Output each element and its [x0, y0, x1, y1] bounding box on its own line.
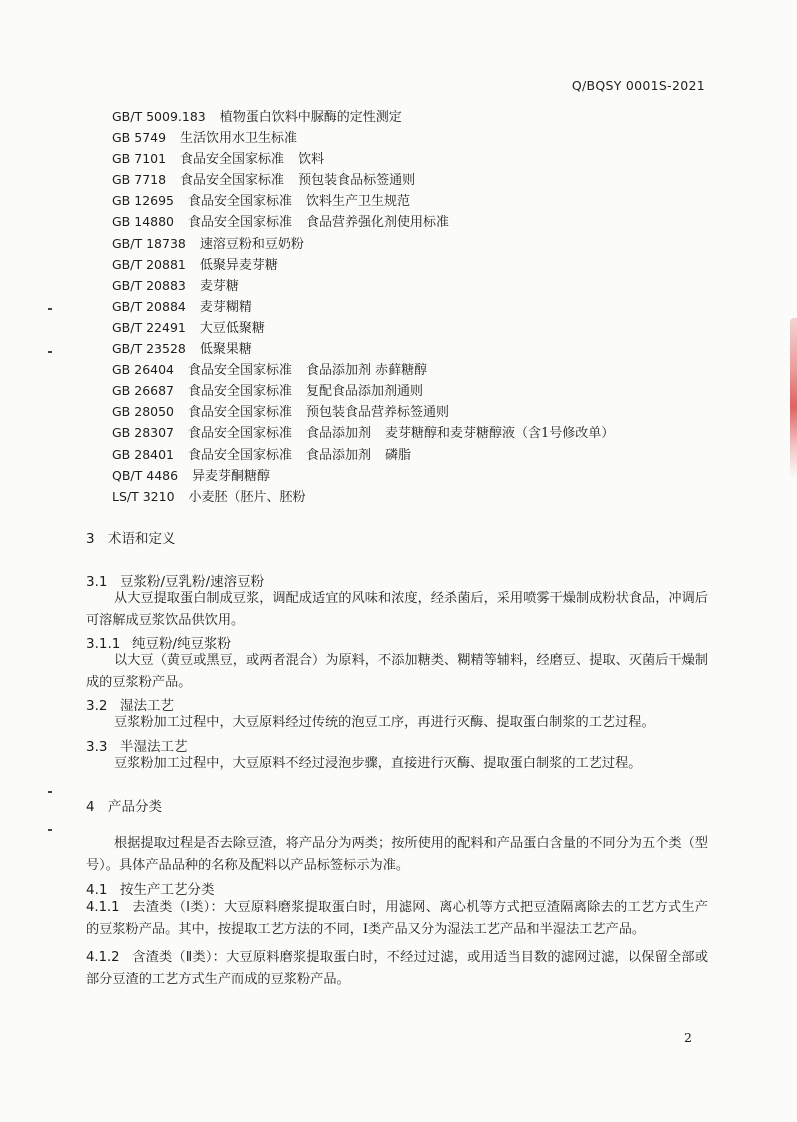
reference-title: [200, 279, 239, 294]
section-3-3-body: 豆浆粉加工过程中，大豆原料不经过浸泡步骤，直接进行灭酶、提取蛋白制浆的工艺过程。: [114, 756, 642, 771]
reference-code: GB/T 20884: [112, 298, 186, 314]
section-3-2-heading: 3.2 湿法工艺: [86, 698, 174, 714]
section-3-3-heading: 3.3 半湿法工艺: [86, 739, 188, 755]
reference-item: [112, 169, 614, 190]
scan-mark: [48, 829, 52, 831]
reference-item: [112, 359, 614, 380]
reference-title: [200, 237, 304, 252]
reference-title: [200, 300, 252, 315]
reference-title-part: 低聚果糖: [199, 342, 252, 358]
section-3-1-1-body: 以大豆（黄豆或黑豆，或两者混合）为原料，不添加糖类、糊精等辅料，经磨豆、提取、灭菌后干燥制成的豆浆粉产品。: [86, 653, 708, 690]
reference-item: [112, 317, 614, 338]
reference-title-part: 饮料生产卫生规范: [306, 194, 411, 210]
reference-item: [112, 486, 614, 507]
section-3-1-1-heading: 3.1.1 纯豆粉/纯豆浆粉: [86, 636, 232, 652]
section-4-heading: 4 产品分类: [86, 799, 162, 815]
reference-item: [112, 338, 614, 359]
reference-item: [112, 254, 614, 275]
reference-title-part: 低聚异麦芽糖: [199, 257, 278, 273]
reference-item: [112, 296, 614, 317]
reference-title: [180, 152, 324, 167]
reference-item: [112, 148, 614, 169]
seal-edge-stamp: [790, 318, 797, 478]
reference-title: [188, 363, 427, 378]
reference-title-part: 预包装食品营养标签通则: [306, 405, 450, 421]
reference-title: [180, 173, 415, 188]
reference-title: [188, 448, 411, 463]
reference-title-part: 食品营养强化剂使用标准: [306, 215, 450, 231]
reference-item: [112, 422, 614, 443]
section-3-heading: 3 术语和定义: [86, 531, 176, 547]
reference-item: [112, 106, 614, 127]
reference-title-part: 食品安全国家标准: [188, 384, 293, 400]
section-4-1-2-body: 大豆原料磨浆提取蛋白时，不经过过滤，或用适当目数的滤网过滤，以保留全部或部分豆渣的工艺方式生产而成的豆浆粉产品。: [86, 950, 709, 987]
section-3-2-body: 豆浆粉加工过程中，大豆原料经过传统的泡豆工序，再进行灭酶、提取蛋白制浆的工艺过程。: [114, 715, 655, 730]
section-4-1-1-body: 大豆原料磨浆提取蛋白时，用滤网、离心机等方式把豆渣隔离除去的工艺方式生产的豆浆粉产品。其中，按提取工艺方法的不同，Ⅰ类产品又分为湿法工艺产品和半湿法工艺产品。: [86, 900, 708, 937]
reference-code: GB 14880: [112, 214, 174, 230]
reference-code: GB 28401: [112, 446, 174, 462]
scan-mark: [48, 351, 52, 353]
reference-title-part: 异麦芽酮糖醇: [192, 468, 271, 484]
section-4-1-heading: 4.1 按生产工艺分类: [86, 882, 215, 898]
reference-title-part: 食品安全国家标准: [188, 215, 293, 231]
normative-references-list: [112, 106, 614, 507]
document-code: Q/BQSY 0001S-2021: [571, 78, 705, 93]
reference-code: GB 7718: [112, 172, 167, 188]
reference-title: [200, 258, 278, 273]
reference-title: [192, 469, 270, 484]
reference-title-part: 食品安全国家标准: [188, 405, 293, 421]
section-4-1-2-heading: 4.1.2 含渣类（Ⅱ类）：: [86, 950, 227, 965]
reference-item: [112, 233, 614, 254]
section-4-1-1-heading: 4.1.1 去渣类（Ⅰ类）：: [86, 900, 224, 915]
reference-code: QB/T 4486: [112, 467, 179, 483]
reference-title-part: 食品安全国家标准: [188, 447, 293, 463]
section-4-1-2-paragraph: [86, 947, 708, 991]
reference-item: [112, 275, 614, 296]
reference-item: [112, 380, 614, 401]
reference-title-part: 食品添加剂: [306, 447, 372, 463]
reference-item: [112, 190, 614, 211]
reference-code: GB 26687: [112, 383, 174, 399]
reference-title-part: 复配食品添加剂通则: [306, 384, 424, 400]
reference-title-part: 大豆低聚糖: [199, 320, 265, 336]
reference-code: GB/T 20883: [112, 277, 186, 293]
reference-code: GB 12695: [112, 193, 174, 209]
reference-title-part: 小麦胚（胚片、胚粉: [188, 489, 306, 505]
reference-title: [180, 131, 297, 146]
reference-title-part: 麦芽糖: [199, 278, 239, 294]
reference-code: GB/T 20881: [112, 256, 186, 272]
reference-title: [188, 384, 423, 399]
reference-code: GB/T 23528: [112, 341, 186, 357]
reference-code: GB/T 5009.183: [112, 109, 206, 124]
reference-title: [188, 426, 614, 441]
reference-code: GB 28307: [112, 425, 174, 441]
reference-title: [220, 110, 402, 125]
reference-code: GB 7101: [112, 151, 167, 167]
reference-title-part: 食品安全国家标准: [180, 173, 285, 189]
reference-title-part: 预包装食品标签通则: [298, 173, 416, 189]
reference-item: [112, 444, 614, 465]
reference-code: GB 26404: [112, 362, 174, 378]
reference-item: [112, 401, 614, 422]
reference-title-part: 食品安全国家标准: [188, 194, 293, 210]
reference-title: [188, 405, 449, 420]
reference-code: GB/T 22491: [112, 319, 186, 335]
section-3-1-body: 从大豆提取蛋白制成豆浆，调配成适宜的风味和浓度，经杀菌后，采用喷雾干燥制成粉状食品，冲调后可溶解成豆浆饮品供饮用。: [86, 591, 708, 628]
section-4-1-1-paragraph: [86, 897, 708, 941]
reference-title-part: 食品添加剂: [306, 426, 372, 442]
reference-title-part: 食品安全国家标准: [180, 152, 285, 168]
reference-title: [188, 215, 449, 230]
reference-title: [200, 342, 252, 357]
reference-code: LS/T 3210: [112, 488, 175, 504]
reference-code: GB/T 18738: [112, 235, 186, 251]
reference-item: [112, 211, 614, 232]
reference-title-part: 饮料: [298, 152, 325, 168]
reference-title-part: 麦芽糊精: [199, 299, 252, 315]
scan-mark: [48, 791, 52, 793]
reference-title-part: 麦芽糖醇和麦芽糖醇液（含1号修改单）: [385, 426, 615, 442]
reference-title: [188, 194, 410, 209]
reference-item: [112, 127, 614, 148]
reference-title-part: 食品安全国家标准: [188, 426, 293, 442]
reference-title-part: 磷脂: [385, 447, 412, 463]
reference-title-part: 生活饮用水卫生标准: [180, 131, 298, 147]
reference-title: [200, 321, 265, 336]
reference-title-part: 速溶豆粉和豆奶粉: [199, 236, 304, 252]
page-number: 2: [684, 1030, 692, 1045]
reference-code: GB 28050: [112, 404, 174, 420]
reference-code: GB 5749: [112, 130, 167, 146]
reference-title-part: 食品安全国家标准: [188, 363, 293, 379]
section-3-1-heading: 3.1 豆浆粉/豆乳粉/速溶豆粉: [86, 574, 265, 590]
scan-mark: [48, 308, 52, 310]
reference-item: [112, 465, 614, 486]
reference-title: [189, 490, 306, 505]
section-4-body: 根据提取过程是否去除豆渣，将产品分为两类；按所使用的配料和产品蛋白含量的不同分为五个类（型号）。具体产品品种的名称及配料以产品标签标示为准。: [86, 836, 708, 873]
reference-title-part: 食品添加剂 赤藓糖醇: [306, 363, 428, 379]
reference-title-part: 植物蛋白饮料中脲酶的定性测定: [219, 110, 402, 125]
